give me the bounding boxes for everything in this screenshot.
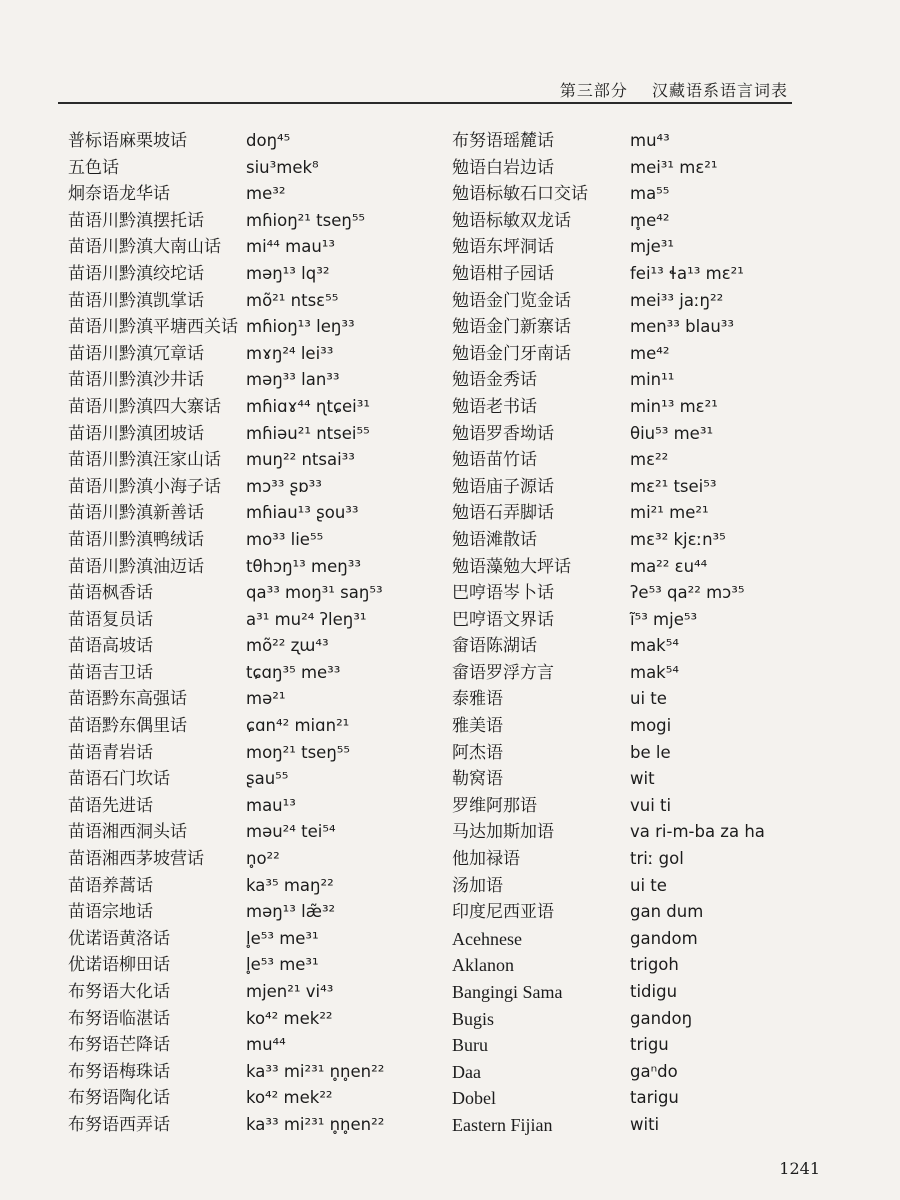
language-name: 勒窝语: [452, 769, 503, 790]
page-number: 1241: [779, 1159, 820, 1178]
language-name: Aklanon: [452, 955, 514, 976]
running-header: [542, 78, 788, 101]
language-name: 勉语罗香坳话: [452, 423, 554, 444]
language-name: 勉语滩散话: [452, 529, 537, 550]
word-form: min¹¹: [630, 370, 675, 390]
word-form: məŋ³³ lan³³: [246, 370, 340, 390]
word-form: gaⁿdo: [630, 1061, 678, 1081]
word-form: me⁴²: [630, 343, 670, 363]
word-form: mau¹³: [246, 795, 296, 815]
word-form: mə²¹: [246, 689, 286, 709]
language-name: 苗语川黔滇团坡话: [68, 423, 204, 444]
language-name: 苗语湘西茅坡营话: [68, 849, 204, 870]
language-name: 勉语老书话: [452, 396, 537, 417]
language-name: 布努语芒降话: [68, 1035, 170, 1056]
language-name: Daa: [452, 1061, 481, 1082]
word-form: l̥e⁵³ me³¹: [246, 955, 319, 975]
language-name: 苗语宗地话: [68, 902, 153, 923]
word-form: m̥e⁴²: [630, 210, 670, 230]
word-form: mi²¹ me²¹: [630, 503, 709, 523]
header-part: 第三部分: [559, 81, 628, 100]
language-name: 布努语陶化话: [68, 1088, 170, 1109]
word-form: tθhɔŋ¹³ meŋ³³: [246, 556, 361, 576]
language-name: 苗语黔东偶里话: [68, 716, 187, 737]
word-form: ʔe⁵³ qa²² mɔ³⁵: [630, 583, 745, 603]
language-name: 苗语先进话: [68, 795, 153, 816]
language-name: 苗语川黔滇平塘西关话: [68, 317, 238, 338]
language-name: 勉语石弄脚话: [452, 503, 554, 524]
language-name: 布努语梅珠话: [68, 1061, 170, 1082]
word-form: mɦiɑɤ⁴⁴ ɳtɕei³¹: [246, 396, 370, 416]
word-form: trigoh: [630, 955, 679, 975]
word-form: me³²: [246, 184, 286, 204]
word-form: mi⁴⁴ mau¹³: [246, 237, 336, 257]
language-name: 苗语湘西洞头话: [68, 822, 187, 843]
word-form: mje³¹: [630, 237, 675, 257]
word-form: wit: [630, 769, 655, 789]
word-form: ɕɑn⁴² miɑn²¹: [246, 716, 350, 736]
language-name: 五色话: [68, 157, 119, 178]
right-form-column: [630, 128, 800, 1139]
language-name: 苗语川黔滇绞坨话: [68, 263, 204, 284]
word-form: mjen²¹ vi⁴³: [246, 982, 334, 1001]
word-form: ma⁵⁵: [630, 184, 670, 204]
word-form: gandom: [630, 928, 698, 948]
word-form: muŋ²² ntsai³³: [246, 450, 355, 470]
language-name: 苗语川黔滇新善话: [68, 503, 204, 524]
word-form: mɦiau¹³ ʂou³³: [246, 503, 359, 523]
language-name: 勉语藻勉大坪话: [452, 556, 571, 577]
language-name: 雅美语: [452, 716, 503, 737]
word-form: fei¹³ ɬa¹³ mɛ²¹: [630, 263, 744, 283]
language-name: 巴哼语文界话: [452, 609, 554, 630]
word-form: mɛ²¹ tsei⁵³: [630, 476, 717, 496]
language-name: 泰雅语: [452, 689, 503, 710]
word-form: ui te: [630, 689, 667, 709]
word-form: tarigu: [630, 1088, 679, 1108]
language-name: 苗语高坡话: [68, 636, 153, 657]
language-name: 勉语金秀话: [452, 370, 537, 391]
word-form: be le: [630, 742, 671, 762]
language-name: 苗语青岩话: [68, 742, 153, 763]
language-name: 苗语吉卫话: [68, 662, 153, 683]
language-name: 勉语标敏双龙话: [452, 210, 571, 231]
right-language-column: [452, 128, 622, 1139]
word-form: tɕɑŋ³⁵ me³³: [246, 662, 341, 682]
word-form: mei³¹ mɛ²¹: [630, 157, 718, 177]
language-name: 布努语西弄话: [68, 1114, 170, 1135]
language-name: Eastern Fijian: [452, 1114, 553, 1135]
word-form: məŋ¹³ lq³²: [246, 263, 330, 283]
word-form: min¹³ mɛ²¹: [630, 396, 718, 416]
language-name: 苗语川黔滇鸭绒话: [68, 529, 204, 550]
word-form: qa³³ moŋ³¹ saŋ⁵³: [246, 583, 383, 603]
language-name: Buru: [452, 1035, 488, 1056]
header-rule: [58, 102, 792, 104]
word-form: a³¹ mu²⁴ ʔleŋ³¹: [246, 609, 367, 629]
language-name: 苗语复员话: [68, 609, 153, 630]
language-name: 勉语柑子园话: [452, 263, 554, 284]
word-form: mu⁴⁴: [246, 1035, 286, 1055]
language-name: 布努语大化话: [68, 982, 170, 1002]
word-form: mo³³ lie⁵⁵: [246, 529, 324, 549]
language-name: 苗语石门坎话: [68, 769, 170, 790]
language-name: 炯奈语龙华话: [68, 184, 170, 205]
word-form: mak⁵⁴: [630, 636, 679, 656]
language-name: 印度尼西亚语: [452, 902, 554, 923]
word-form: mɦiəu²¹ ntsei⁵⁵: [246, 423, 370, 443]
language-name: 优诺语柳田话: [68, 955, 170, 976]
word-form: θiu⁵³ me³¹: [630, 423, 714, 443]
language-name: 苗语川黔滇大南山话: [68, 237, 221, 258]
language-name: 苗语枫香话: [68, 583, 153, 604]
language-name: Dobel: [452, 1088, 496, 1109]
word-form: va ri-m-ba za ha: [630, 822, 765, 842]
word-form: ʂau⁵⁵: [246, 769, 289, 789]
word-form: mɦioŋ¹³ leŋ³³: [246, 317, 355, 337]
language-name: 勉语庙子源话: [452, 476, 554, 497]
word-form: ko⁴² mek²²: [246, 1088, 333, 1108]
language-name: 普标语麻栗坡话: [68, 131, 187, 151]
word-form: mu⁴³: [630, 131, 670, 150]
word-form: ka³³ mi²³¹ n̥n̥en²²: [246, 1114, 385, 1134]
word-form: doŋ⁴⁵: [246, 131, 291, 150]
word-form: gandoŋ: [630, 1008, 693, 1028]
language-name: 苗语川黔滇凯掌话: [68, 290, 204, 311]
language-name: 优诺语黄洛话: [68, 928, 170, 949]
word-form: men³³ blau³³: [630, 317, 735, 337]
word-form: ka³⁵ maŋ²²: [246, 875, 334, 895]
language-name: 苗语川黔滇四大寨话: [68, 396, 221, 417]
word-form: trigu: [630, 1035, 669, 1055]
language-name: 罗维阿那语: [452, 795, 537, 816]
language-name: 苗语川黔滇小海子话: [68, 476, 221, 497]
language-name: 布努语瑶麓话: [452, 131, 554, 151]
word-form: ka³³ mi²³¹ n̥n̥en²²: [246, 1061, 385, 1081]
word-form: mõ²² ʐɯ⁴³: [246, 636, 329, 656]
word-form: gan dum: [630, 902, 704, 922]
word-form: ko⁴² mek²²: [246, 1008, 333, 1028]
language-name: 苗语黔东高强话: [68, 689, 187, 710]
language-name: 巴哼语岑卜话: [452, 583, 554, 604]
word-form: mɛ²²: [630, 450, 669, 470]
word-form: l̥e⁵³ me³¹: [246, 928, 319, 948]
language-name: 勉语白岩边话: [452, 157, 554, 178]
language-name: 勉语标敏石口交话: [452, 184, 588, 205]
word-form: siu³mek⁸: [246, 157, 319, 177]
language-name: 勉语金门牙南话: [452, 343, 571, 364]
language-name: 阿杰语: [452, 742, 503, 763]
word-form: triː gol: [630, 849, 684, 869]
word-form: moŋ²¹ tseŋ⁵⁵: [246, 742, 351, 762]
word-form: witi: [630, 1114, 660, 1134]
language-name: 苗语川黔滇沙井话: [68, 370, 204, 391]
language-name: 布努语临湛话: [68, 1008, 170, 1029]
language-name: 苗语川黔滇冗章话: [68, 343, 204, 364]
language-name: 畲语陈湖话: [452, 636, 537, 657]
word-form: ma²² ɛu⁴⁴: [630, 556, 708, 576]
word-form: ui te: [630, 875, 667, 895]
language-name: 勉语苗竹话: [452, 450, 537, 471]
language-name: 苗语养蒿话: [68, 875, 153, 896]
word-form: ĩ⁵³ mje⁵³: [630, 609, 698, 629]
left-form-column: [246, 128, 446, 1139]
language-name: 汤加语: [452, 875, 503, 896]
language-name: 勉语东坪洞话: [452, 237, 554, 258]
word-form: mõ²¹ ntsɛ⁵⁵: [246, 290, 339, 310]
word-form: mak⁵⁴: [630, 662, 679, 682]
word-form: vui ti: [630, 795, 672, 815]
language-name: 苗语川黔滇摆托话: [68, 210, 204, 231]
language-name: 苗语川黔滇汪家山话: [68, 450, 221, 471]
word-form: mɔ³³ ʂɒ³³: [246, 476, 322, 496]
language-name: Acehnese: [452, 928, 522, 949]
word-form: mɦioŋ²¹ tseŋ⁵⁵: [246, 210, 366, 230]
word-form: məu²⁴ tei⁵⁴: [246, 822, 336, 842]
header-title: 汉藏语系语言词表: [651, 81, 788, 100]
language-name: Bangingi Sama: [452, 982, 563, 1002]
word-form: mogi: [630, 716, 672, 736]
language-name: 勉语金门新寨话: [452, 317, 571, 338]
language-name: 他加禄语: [452, 849, 520, 870]
word-form: mɤŋ²⁴ lei³³: [246, 343, 334, 363]
language-name: Bugis: [452, 1008, 495, 1029]
language-name: 畲语罗浮方言: [452, 662, 554, 683]
left-language-column: [68, 128, 248, 1139]
word-form: n̥o²²: [246, 849, 280, 869]
language-name: 勉语金门览金话: [452, 290, 571, 311]
word-form: məŋ¹³ læ̃³²: [246, 902, 336, 922]
word-form: mɛ³² kjɛːn³⁵: [630, 529, 726, 549]
word-form: mei³³ jaːŋ²²: [630, 290, 724, 310]
word-form: tidigu: [630, 982, 678, 1001]
language-name: 苗语川黔滇油迈话: [68, 556, 204, 577]
language-name: 马达加斯加语: [452, 822, 554, 843]
